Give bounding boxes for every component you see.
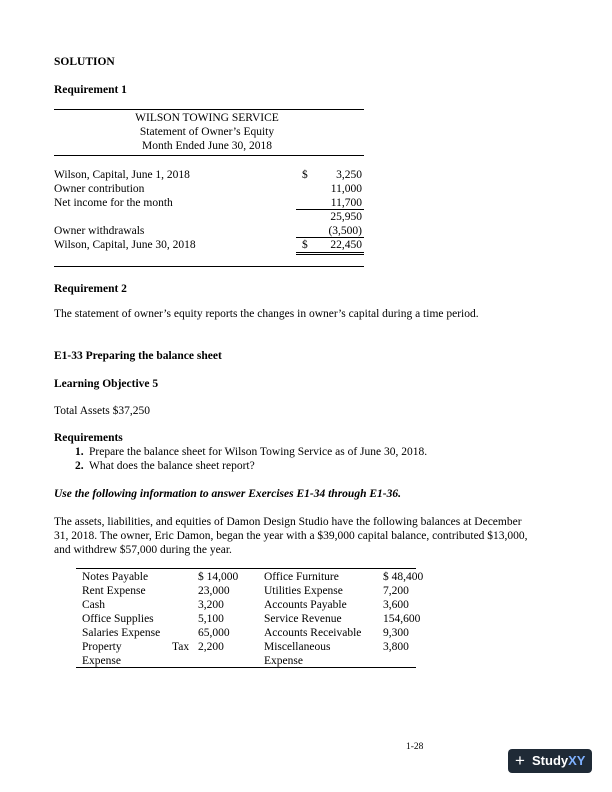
currency-symbol: $ bbox=[302, 169, 308, 181]
statement-row-label: Net income for the month bbox=[54, 197, 173, 209]
statement-company-name: WILSON TOWING SERVICE bbox=[135, 112, 279, 124]
plus-icon: + bbox=[515, 751, 525, 770]
account-name: Salaries Expense bbox=[82, 627, 161, 639]
account-name: Property bbox=[82, 641, 122, 653]
info-heading: Use the following information to answer Exercises E1-34 through E1-36. bbox=[54, 488, 401, 500]
statement-row-amount: 11,000 bbox=[330, 183, 362, 195]
account-name: Service Revenue bbox=[264, 613, 342, 625]
statement-row-amount: 11,700 bbox=[330, 197, 362, 209]
requirement-text: Prepare the balance sheet for Wilson Towing Service as of June 30, 2018. bbox=[89, 446, 428, 458]
info-text-line: The assets, liabilities, and equities of Damon Design Studio have the following balances at December bbox=[54, 516, 522, 528]
account-name: Accounts Payable bbox=[264, 599, 347, 611]
account-name: Rent Expense bbox=[82, 585, 146, 597]
account-name-continued: Expense bbox=[82, 655, 121, 667]
statement-row-amount: 22,450 bbox=[330, 239, 362, 251]
requirement-number: 1. bbox=[75, 446, 84, 458]
info-text-line: 31, 2018. The owner, Eric Damon, began the year with a $39,000 capital balance, contributed $13,000, bbox=[54, 530, 528, 542]
account-name: Notes Payable bbox=[82, 571, 149, 583]
account-name: Cash bbox=[82, 599, 105, 611]
solution-heading: SOLUTION bbox=[54, 56, 115, 68]
requirement-text: What does the balance sheet report? bbox=[89, 460, 255, 472]
statement-top-rule bbox=[54, 109, 364, 110]
account-name-continued: Expense bbox=[264, 655, 303, 667]
statement-row-amount: 3,250 bbox=[336, 169, 362, 181]
account-amount: $ 14,000 bbox=[198, 571, 239, 583]
currency-symbol: $ bbox=[302, 239, 308, 251]
exercise-title: E1-33 Preparing the balance sheet bbox=[54, 350, 222, 362]
statement-subtotal-amount: 25,950 bbox=[330, 211, 362, 223]
total-assets: Total Assets $37,250 bbox=[54, 405, 150, 417]
statement-row-label: Owner withdrawals bbox=[54, 225, 145, 237]
account-name: Miscellaneous bbox=[264, 641, 331, 653]
account-amount: 3,800 bbox=[383, 641, 409, 653]
account-name-continued: Tax bbox=[172, 641, 190, 653]
logo-word-main: Study bbox=[532, 753, 569, 768]
account-amount: 23,000 bbox=[198, 585, 230, 597]
account-amount: 7,200 bbox=[383, 585, 409, 597]
statement-row-label: Wilson, Capital, June 30, 2018 bbox=[54, 239, 196, 251]
requirements-heading: Requirements bbox=[54, 432, 123, 444]
double-underline-2 bbox=[296, 254, 364, 255]
account-name: Accounts Receivable bbox=[264, 627, 362, 639]
account-name: Utilities Expense bbox=[264, 585, 343, 597]
account-amount: 154,600 bbox=[383, 613, 421, 625]
requirement-1-heading: Requirement 1 bbox=[54, 84, 127, 96]
account-name: Office Supplies bbox=[82, 613, 154, 625]
statement-row-label: Wilson, Capital, June 1, 2018 bbox=[54, 169, 190, 181]
statement-period: Month Ended June 30, 2018 bbox=[141, 140, 272, 152]
table-top-rule bbox=[76, 568, 416, 569]
requirement-number: 2. bbox=[75, 460, 84, 472]
account-amount: 5,100 bbox=[198, 613, 224, 625]
account-amount: $ 48,400 bbox=[383, 571, 424, 583]
info-text-line: and withdrew $57,000 during the year. bbox=[54, 544, 232, 556]
page-number: 1-28 bbox=[406, 742, 424, 752]
statement-bottom-rule bbox=[54, 266, 364, 267]
statement-name: Statement of Owner’s Equity bbox=[139, 126, 275, 138]
requirement-2-heading: Requirement 2 bbox=[54, 283, 127, 295]
logo-wordmark bbox=[532, 749, 585, 773]
table-bottom-rule bbox=[76, 667, 416, 668]
account-amount: 3,600 bbox=[383, 599, 409, 611]
account-amount: 2,200 bbox=[198, 641, 224, 653]
requirement-2-text: The statement of owner’s equity reports the changes in owner’s capital during a time period. bbox=[54, 308, 479, 320]
account-name: Office Furniture bbox=[264, 571, 339, 583]
account-amount: 3,200 bbox=[198, 599, 224, 611]
statement-row-amount: (3,500) bbox=[328, 225, 362, 237]
account-amount: 9,300 bbox=[383, 627, 409, 639]
studyxy-logo bbox=[508, 749, 592, 773]
learning-objective: Learning Objective 5 bbox=[54, 378, 159, 390]
statement-row-label: Owner contribution bbox=[54, 183, 145, 195]
statement-header-rule bbox=[54, 155, 364, 156]
account-amount: 65,000 bbox=[198, 627, 230, 639]
double-underline-1 bbox=[296, 252, 364, 253]
logo-word-accent: XY bbox=[568, 753, 586, 768]
